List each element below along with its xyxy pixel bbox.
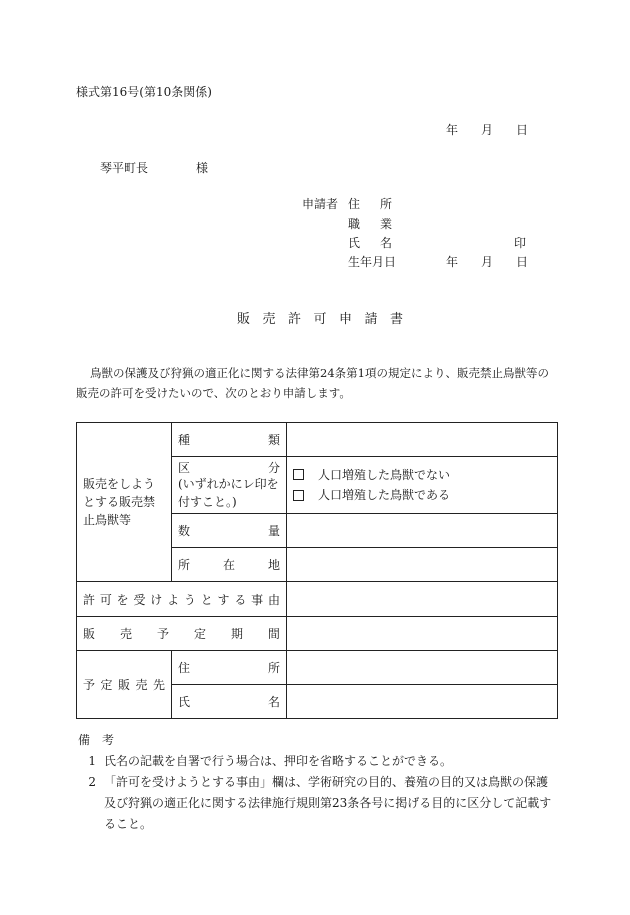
birth-month-label: 月 <box>481 255 494 269</box>
species-group-label: 販売をしようとする販売禁止鳥獣等 <box>83 477 156 527</box>
document-title: 販売許可申請書 <box>237 312 416 327</box>
table-row <box>77 617 558 651</box>
reason-label-cell <box>77 582 287 617</box>
quantity-value-cell[interactable] <box>287 514 558 548</box>
species-group-cell <box>77 423 172 582</box>
applicant-birthdate-label: 生年月日 <box>348 255 397 269</box>
table-row <box>77 423 558 457</box>
buyer-name-label-cell <box>172 685 287 719</box>
notes-section <box>76 730 556 835</box>
location-label: 所 在 地 <box>178 558 280 572</box>
buyer-label: 予 定 販 売 先 <box>83 678 165 692</box>
note-number: 2 <box>88 775 96 789</box>
body-text-line1: 鳥獣の保護及び狩猟の適正化に関する法律第24条第1項の規定により、販売禁止鳥獣等の <box>90 366 549 380</box>
option-bred-label: 人口増殖した鳥獣である <box>318 488 451 502</box>
table-row <box>77 582 558 617</box>
species-label: 種 類 <box>178 433 280 447</box>
period-label-cell <box>77 617 287 651</box>
birth-year-label: 年 <box>446 255 459 269</box>
buyer-group-cell <box>77 651 172 719</box>
category-value-cell <box>287 457 558 514</box>
location-value-cell[interactable] <box>287 548 558 582</box>
date-month-label: 月 <box>481 123 494 137</box>
note-text: 氏名の記載を自署で行う場合は、押印を省略することができる。 <box>104 754 453 768</box>
reason-label: 許 可 を 受 け よ う と す る 事 由 <box>83 592 280 607</box>
note-item <box>80 772 556 835</box>
quantity-label-cell <box>172 514 287 548</box>
reason-value-cell[interactable] <box>287 582 558 617</box>
body-text-line2: 販売の許可を受けたいので、次のとおり申請します。 <box>76 386 351 400</box>
period-value-cell[interactable] <box>287 617 558 651</box>
addressee-honorific: 様 <box>196 161 209 175</box>
note-text: 「許可を受けようとする事由」欄は、学術研究の目的、養殖の目的又は鳥獣の保護及び狩猟の適正化に関する法律施行規則第23条各号に掲げる目的に区分して記載すること。 <box>104 775 552 831</box>
period-label: 販 売 予 定 期 間 <box>83 627 280 641</box>
buyer-address-label: 住 所 <box>178 661 280 675</box>
category-label: 区 分 <box>178 461 280 476</box>
buyer-name-label: 氏 名 <box>178 695 280 709</box>
applicant-heading: 申請者 <box>302 197 339 211</box>
addressee-name: 琴平町長 <box>100 161 149 175</box>
seal-mark: 印 <box>514 236 527 250</box>
buyer-address-label-cell <box>172 651 287 685</box>
checkbox-icon[interactable] <box>293 490 304 501</box>
checkbox-icon[interactable] <box>293 469 304 480</box>
date-year-label: 年 <box>446 123 459 137</box>
category-note: (いずれかにレ印を付すこと。) <box>178 477 279 509</box>
option-bred[interactable] <box>287 485 557 505</box>
application-table <box>76 422 558 719</box>
species-value-cell[interactable] <box>287 423 558 457</box>
buyer-name-value-cell[interactable] <box>287 685 558 719</box>
date-day-label: 日 <box>516 123 529 137</box>
buyer-address-value-cell[interactable] <box>287 651 558 685</box>
option-not-bred-label: 人口増殖した鳥獣でない <box>318 467 451 482</box>
table-row <box>77 651 558 685</box>
quantity-label: 数 量 <box>178 524 280 538</box>
applicant-occupation-label: 職 業 <box>348 217 397 231</box>
note-number: 1 <box>88 754 96 768</box>
location-label-cell <box>172 548 287 582</box>
category-label-cell <box>172 457 287 514</box>
applicant-name-label: 氏 名 <box>348 236 397 250</box>
option-not-bred[interactable] <box>287 465 557 485</box>
form-number: 様式第16号(第10条関係) <box>76 85 212 99</box>
species-label-cell <box>172 423 287 457</box>
notes-heading: 備 考 <box>78 733 115 747</box>
applicant-address-label: 住 所 <box>348 197 397 211</box>
birth-day-label: 日 <box>516 255 529 269</box>
note-item <box>80 751 556 772</box>
